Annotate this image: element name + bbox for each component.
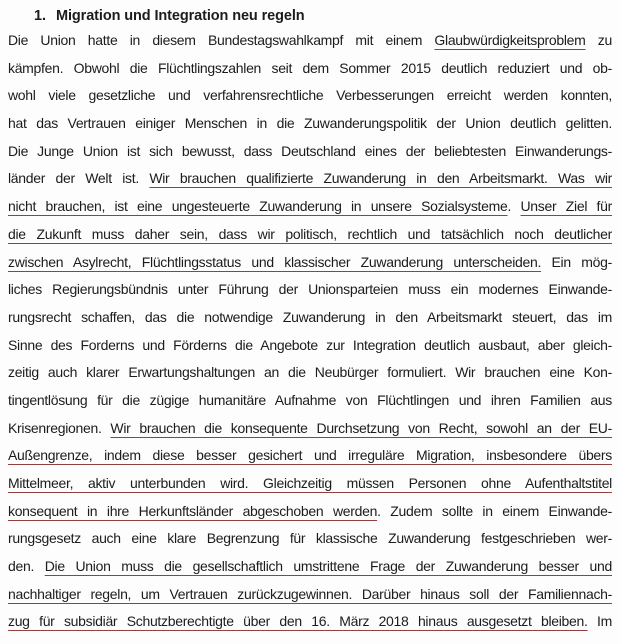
text-line (8, 27, 612, 55)
plain-text: Im (587, 613, 612, 630)
underlined-text: zug für subsidiär Schutzberechtigte über den 16. März 2018 hinaus ausgesetzt bleiben. (8, 613, 588, 630)
text-line (8, 498, 612, 526)
plain-text: . (507, 198, 521, 215)
plain-text: rungsgesetz auch eine klare Begrenzung für klassische Zuwanderung festgeschrieben wer- (8, 530, 612, 547)
text-line (8, 525, 612, 553)
plain-text: den. (8, 558, 45, 575)
text-line (8, 581, 612, 609)
underlined-text: Außengrenze, indem diese besser gesichert und irreguläre Migration, insbesondere übers (8, 447, 612, 464)
underlined-text: die Zukunft muss daher sein, dass wir politisch, rechtlich und tatsächlich noch deutlicher (8, 225, 612, 242)
text-line (8, 332, 612, 360)
text-line (8, 55, 612, 83)
section-heading (8, 5, 612, 27)
text-line (8, 276, 612, 304)
underlined-text: Glaubwürdigkeitsproblem (434, 32, 586, 48)
underlined-text: nicht brauchen, ist eine ungesteuerte Zuwanderung in unsere Sozialsysteme (8, 198, 508, 215)
text-line (8, 442, 612, 470)
text-line (8, 415, 612, 443)
text-line (8, 608, 612, 636)
underlined-text: Wir brauchen die konsequente Durchsetzung von Recht, sowohl an der EU- (110, 419, 612, 436)
plain-text: . Zudem sollte in einem Einwande- (377, 502, 612, 519)
text-line (8, 138, 612, 166)
underlined-text: Unser Ziel für (520, 198, 612, 215)
plain-text: Sinne des Forderns und Förderns die Angebote zur Integration deutlich ausbaut, aber gleich- (8, 336, 612, 353)
underlined-text: nachhaltiger regeln, um Vertrauen zurückzugewinnen. Darüber hinaus soll der Familiennach- (8, 585, 612, 602)
text-line (8, 249, 612, 277)
text-line (8, 193, 612, 221)
plain-text: wohl viele gesetzliche und verfahrensrechtliche Verbesserungen erreicht werden konnten, (8, 87, 612, 104)
document-body (8, 27, 612, 636)
plain-text: Die Junge Union ist sich bewusst, dass Deutschland eines der beliebtesten Einwanderungs- (8, 142, 612, 159)
underlined-text: zwischen Asylrecht, Flüchtlingsstatus und klassischer Zuwanderung unterscheiden. (8, 253, 542, 270)
underlined-text: Wir brauchen qualifizierte Zuwanderung in den Arbeitsmarkt. Was wir (149, 170, 612, 187)
plain-text: Die Union hatte in diesem Bundestagswahlkampf mit einem (8, 32, 435, 48)
plain-text: tingentlösung für die zügige humanitäre Aufnahme von Flüchtlingen und ihren Familien aus (8, 391, 612, 408)
text-line (8, 359, 612, 387)
plain-text: liches Regierungsbündnis unter Führung der Unionsparteien muss ein modernes Einwande- (8, 281, 612, 298)
plain-text: länder der Welt ist. (8, 170, 150, 187)
plain-text: Ein mög- (541, 253, 612, 270)
section-title: Migration und Integration neu regeln (56, 8, 305, 24)
plain-text: zeitig auch klarer Erwartungshaltungen an die Neubürger formuliert. Wir brauchen eine Kon- (8, 364, 612, 381)
plain-text: rungsrecht schaffen, das die notwendige Zuwanderung in den Arbeitsmarkt steuert, das im (8, 308, 612, 325)
plain-text: kämpfen. Obwohl die Flüchtlingszahlen seit dem Sommer 2015 deutlich reduziert und ob- (8, 59, 612, 76)
text-line (8, 553, 612, 581)
text-line (8, 165, 612, 193)
text-line (8, 110, 612, 138)
underlined-text: konsequent in ihre Herkunftsländer abgeschoben werden (8, 502, 378, 519)
plain-text: Krisenregionen. (8, 419, 111, 436)
text-line (8, 221, 612, 249)
text-line (8, 387, 612, 415)
plain-text: hat das Vertrauen einiger Menschen in die Zuwanderungspolitik der Union deutlich gelitten. (8, 115, 612, 132)
underlined-text: Mittelmeer, aktiv unterbunden wird. Gleichzeitig müssen Personen ohne Aufenthaltstitel (8, 475, 612, 491)
text-line (8, 304, 612, 332)
underlined-text: Die Union muss die gesellschaftlich umstrittene Frage der Zuwanderung besser und (44, 558, 612, 575)
section-number: 1. (34, 8, 46, 24)
plain-text: zu (585, 32, 612, 48)
text-line (8, 82, 612, 110)
text-line (8, 470, 612, 498)
